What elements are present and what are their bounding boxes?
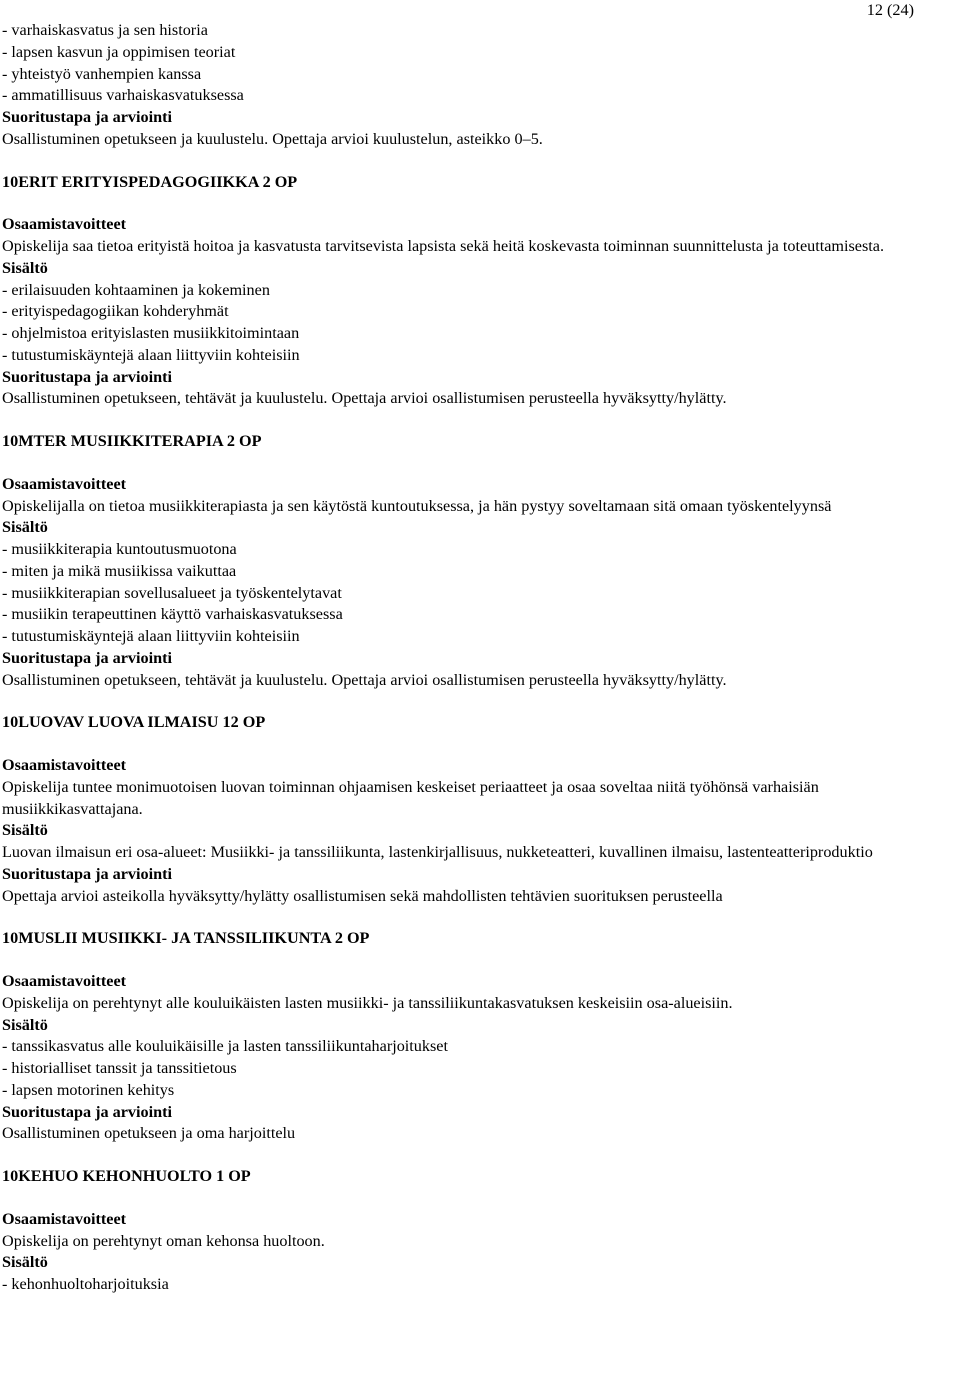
objectives-text: Opiskelija on perehtynyt alle kouluikäisten lasten musiikki- ja tanssiliikuntakasvatuksen keskeisiin osa-alueisiin.: [2, 993, 733, 1012]
list-item: - tutustumiskäyntejä alaan liittyviin kohteisiin: [2, 345, 300, 364]
list-item: - musiikkiterapia kuntoutusmuotona: [2, 540, 237, 558]
content-text: Luovan ilmaisun eri osa-alueet: Musiikki- ja tanssiliikunta, lastenkirjallisuus, nukketeatteri, kuvallinen ilmaisu, lastenteatteriproduktio: [2, 843, 873, 861]
course-section: [2, 172, 958, 411]
course-section: [2, 928, 958, 1145]
list-item: - lapsen kasvun ja oppimisen teoriat: [2, 42, 236, 61]
objectives-heading: Osaamistavoitteet: [2, 756, 127, 774]
content-heading: Sisältö: [2, 518, 48, 537]
list-item: - ammatillisuus varhaiskasvatuksessa: [2, 86, 244, 105]
intro-section: [2, 20, 958, 151]
content-heading: Sisältö: [2, 821, 48, 840]
assessment-heading: Suoritustapa ja arviointi: [2, 367, 172, 386]
objectives-heading: Osaamistavoitteet: [2, 215, 127, 234]
assessment-text: Osallistuminen opetukseen, tehtävät ja kuulustelu. Opettaja arvioi osallistumisen perusteella hyväksytty/hylätty.: [2, 670, 727, 689]
list-item: - musiikkiterapian sovellusalueet ja työskentelytavat: [2, 583, 342, 602]
page-number: 12 (24): [866, 1, 914, 19]
list-item: - varhaiskasvatus ja sen historia: [2, 21, 208, 39]
course-title: 10KEHUO KEHONHUOLTO 1 OP: [2, 1167, 251, 1185]
objectives-text: Opiskelija on perehtynyt oman kehonsa huoltoon.: [2, 1231, 325, 1250]
objectives-heading: Osaamistavoitteet: [2, 474, 127, 493]
list-item: - kehonhuoltoharjoituksia: [2, 1275, 169, 1293]
assessment-heading: Suoritustapa ja arviointi: [2, 108, 172, 126]
course-title: 10MUSLII MUSIIKKI- JA TANSSILIIKUNTA 2 OP: [2, 929, 370, 948]
list-item: - yhteistyö vanhempien kanssa: [2, 64, 202, 83]
assessment-text: Osallistuminen opetukseen ja oma harjoittelu: [2, 1124, 296, 1143]
objectives-text: Opiskelija tuntee monimuotoisen luovan toiminnan ohjaamisen keskeiset periaatteet ja osaa soveltaa niitä työhönsä varhaisiän musiikkikasvattajana.: [2, 777, 819, 818]
assessment-heading: Suoritustapa ja arviointi: [2, 864, 172, 883]
list-item: - miten ja mikä musiikissa vaikuttaa: [2, 561, 237, 580]
objectives-heading: Osaamistavoitteet: [2, 972, 127, 990]
list-item: - musiikin terapeuttinen käyttö varhaiskasvatuksessa: [2, 605, 343, 624]
course-section: [2, 431, 958, 691]
course-title: 10LUOVAV LUOVA ILMAISU 12 OP: [2, 713, 266, 732]
assessment-text: Osallistuminen opetukseen ja kuulustelu. Opettaja arvioi kuulustelun, asteikko 0–5.: [2, 129, 543, 148]
content-heading: Sisältö: [2, 1253, 48, 1272]
list-item: - tanssikasvatus alle kouluikäisille ja lasten tanssiliikuntaharjoitukset: [2, 1037, 448, 1056]
content-heading: Sisältö: [2, 258, 48, 277]
objectives-text: Opiskelija saa tietoa erityistä hoitoa ja kasvatusta tarvitsevista lapsista sekä heitä koskevasta toiminnan suunnittelusta ja toteuttamisesta.: [2, 237, 884, 255]
course-section: [2, 712, 958, 907]
document-body: [2, 20, 958, 1296]
assessment-heading: Suoritustapa ja arviointi: [2, 648, 172, 667]
list-item: - tutustumiskäyntejä alaan liittyviin kohteisiin: [2, 627, 300, 645]
objectives-heading: Osaamistavoitteet: [2, 1209, 127, 1228]
assessment-heading: Suoritustapa ja arviointi: [2, 1102, 172, 1121]
list-item: - lapsen motorinen kehitys: [2, 1080, 175, 1099]
assessment-text: Osallistuminen opetukseen, tehtävät ja kuulustelu. Opettaja arvioi osallistumisen perusteella hyväksytty/hylätty.: [2, 389, 727, 408]
course-title: 10MTER MUSIIKKITERAPIA 2 OP: [2, 432, 262, 450]
course-title: 10ERIT ERITYISPEDAGOGIIKKA 2 OP: [2, 172, 298, 191]
content-heading: Sisältö: [2, 1015, 48, 1034]
list-item: - historialliset tanssit ja tanssitietous: [2, 1059, 237, 1077]
list-item: - erilaisuuden kohtaaminen ja kokeminen: [2, 280, 270, 299]
assessment-text: Opettaja arvioi asteikolla hyväksytty/hylätty osallistumisen sekä mahdollisten tehtävien suorituksen perusteella: [2, 886, 723, 905]
objectives-text: Opiskelijalla on tietoa musiikkiterapiasta ja sen käytöstä kuntoutuksessa, ja hän pystyy soveltamaan sitä omaan työskentelyynsä: [2, 496, 832, 515]
course-section: [2, 1166, 958, 1296]
list-item: - erityispedagogiikan kohderyhmät: [2, 302, 229, 321]
list-item: - ohjelmistoa erityislasten musiikkitoimintaan: [2, 324, 300, 342]
